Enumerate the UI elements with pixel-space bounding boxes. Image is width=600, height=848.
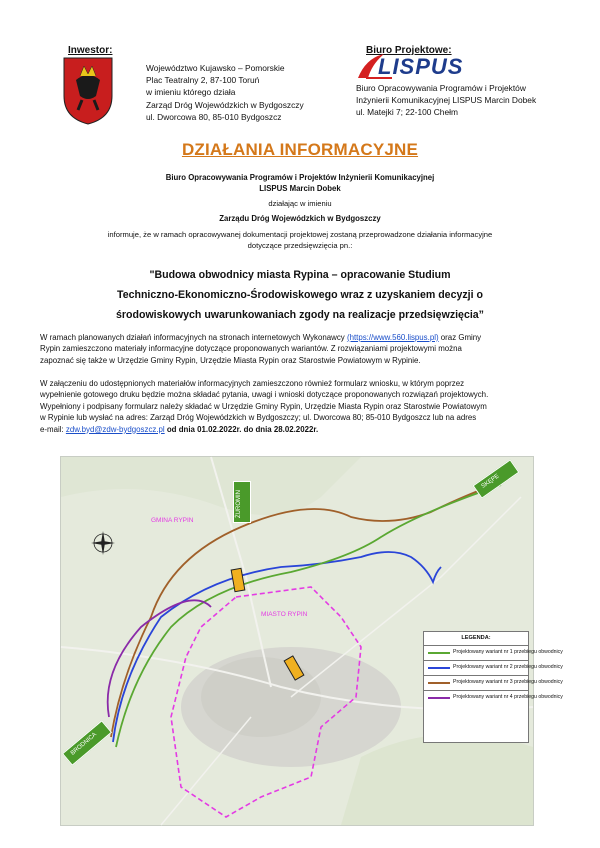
investor-line: Plac Teatralny 2, 87-100 Toruń xyxy=(146,75,260,86)
route-variants-map xyxy=(60,456,563,826)
legend-label: Projektowany wariant nr 2 przebiegu obwodnicy xyxy=(453,664,563,670)
legend-item xyxy=(424,675,563,690)
acting-text: działając w imieniu xyxy=(268,199,332,208)
design-office-label: Biuro Projektowe: xyxy=(366,45,452,56)
lispus-logo xyxy=(356,52,476,80)
paragraph-websites xyxy=(40,332,562,366)
office-line: Inżynierii Komunikacyjnej LISPUS Marcin Dobek xyxy=(356,95,537,106)
legend-swatch xyxy=(428,652,450,654)
page-title: DZIAŁANIA INFORMACYJNE xyxy=(181,140,419,159)
email-link[interactable]: zdw.byd@zdw-bydgoszcz.pl xyxy=(65,424,165,434)
investor-line: Zarząd Dróg Wojewódzkich w Bydgoszczy xyxy=(146,99,304,110)
zdw-name: Zarządu Dróg Wojewódzkich w Bydgoszczy xyxy=(219,214,381,223)
design-office-address xyxy=(356,82,536,119)
legend-item xyxy=(424,645,563,660)
gmina-label: GMINA RYPIN xyxy=(151,517,194,524)
website-link[interactable]: (https://www.560.lispus.pl) xyxy=(346,333,439,342)
para2-text: Wypełniony i podpisany formularz należy składać w Urzędzie Gminy Rypin, Urzędzie Miasta Rypin oraz Starostwie Powiatowym xyxy=(40,401,487,411)
investor-address xyxy=(146,62,304,123)
legend-swatch xyxy=(428,682,450,684)
direction-skepe-text: SKĘPE xyxy=(480,473,501,490)
investor-line: Województwo Kujawsko – Pomorskie xyxy=(146,63,285,73)
office-line: Biuro Opracowywania Programów i Projektów xyxy=(356,83,526,93)
office-line: ul. Matejki 7; 22-100 Chełm xyxy=(356,107,458,118)
legend-label: Projektowany wariant nr 4 przebiegu obwodnicy xyxy=(453,694,563,700)
org-name-1: Biuro Opracowywania Programów i Projektów Inżynierii Komunikacyjnej xyxy=(165,173,435,182)
informs-line-1: informuje, że w ramach opracowywanej dokumentacji projektowej zostaną przeprowadzone działania informacyjne xyxy=(107,230,493,239)
investor-line: ul. Dworcowa 80, 85-010 Bydgoszcz xyxy=(146,111,282,122)
org-name-2: LISPUS Marcin Dobek xyxy=(259,184,341,193)
direction-brodnica-text: BRODNICA xyxy=(69,731,98,757)
legend-swatch xyxy=(428,697,450,699)
para1-text: Rypin zamieszczono materiały informacyjne dotyczące proponowanych wariantów. Z rozwiązaniami projektowymi można xyxy=(40,344,462,354)
informs-line-2: dotyczące przedsięwzięcia pn.: xyxy=(247,241,353,250)
legend-swatch xyxy=(428,667,450,669)
project-name-1: "Budowa obwodnicy miasta Rypina – opracowanie Studium xyxy=(149,269,451,281)
para2-text: e-mail: xyxy=(40,424,66,434)
map-legend xyxy=(423,631,563,743)
para1-text: W ramach planowanych działań informacyjnych na stronach internetowych Wykonawcy xyxy=(40,333,347,342)
miasto-label: MIASTO RYPIN xyxy=(261,611,308,618)
project-name-3: środowiskowych uwarunkowaniach zgody na realizacje przedsięwzięcia” xyxy=(116,309,484,321)
para2-text: wypełnienie gotowego druku będzie można składać pytania, uwagi i wnioski dotyczące proponowanych rozwiązań projektowych. xyxy=(40,390,489,400)
deadline-text: od dnia 01.02.2022r. do dnia 28.02.2022r. xyxy=(164,424,319,434)
paragraph-form xyxy=(40,378,562,435)
legend-title: LEGENDA: xyxy=(461,635,491,641)
legend-item xyxy=(424,660,563,675)
direction-zurominek-text: ŻUROMIN xyxy=(236,490,242,518)
legend-label: Projektowany wariant nr 3 przebiegu obwodnicy xyxy=(453,679,563,685)
project-name-2: Techniczno-Ekonomiczno-Środowiskowego wraz z uzyskaniem decyzji o xyxy=(117,289,483,301)
coat-of-arms-logo xyxy=(62,56,114,126)
legend-label: Projektowany wariant nr 1 przebiegu obwodnicy xyxy=(453,649,563,655)
para1-text: oraz Gminy xyxy=(438,333,482,342)
lispus-logo-text: LISPUS xyxy=(378,54,464,79)
para2-text: W załączeniu do udostępnionych materiałów informacyjnych zamieszczono również formularz wniosku, w którym poprzez xyxy=(40,379,465,388)
legend-item xyxy=(424,690,563,705)
investor-line: w imieniu którego działa xyxy=(146,87,236,98)
para1-text: zapoznać się także w Urzędzie Gminy Rypin, Urzędzie Miasta Rypin oraz Starostwie Powiatowym w Rypinie. xyxy=(40,355,421,365)
direction-zurominek xyxy=(233,481,251,523)
investor-label: Inwestor: xyxy=(68,45,113,56)
para2-text: w Rypinie lub wysłać na adres: Zarząd Dróg Wojewódzkich w Bydgoszczy; ul. Dworcowa 80; 85-010 Bydgoszcz lub na adres xyxy=(40,413,477,423)
